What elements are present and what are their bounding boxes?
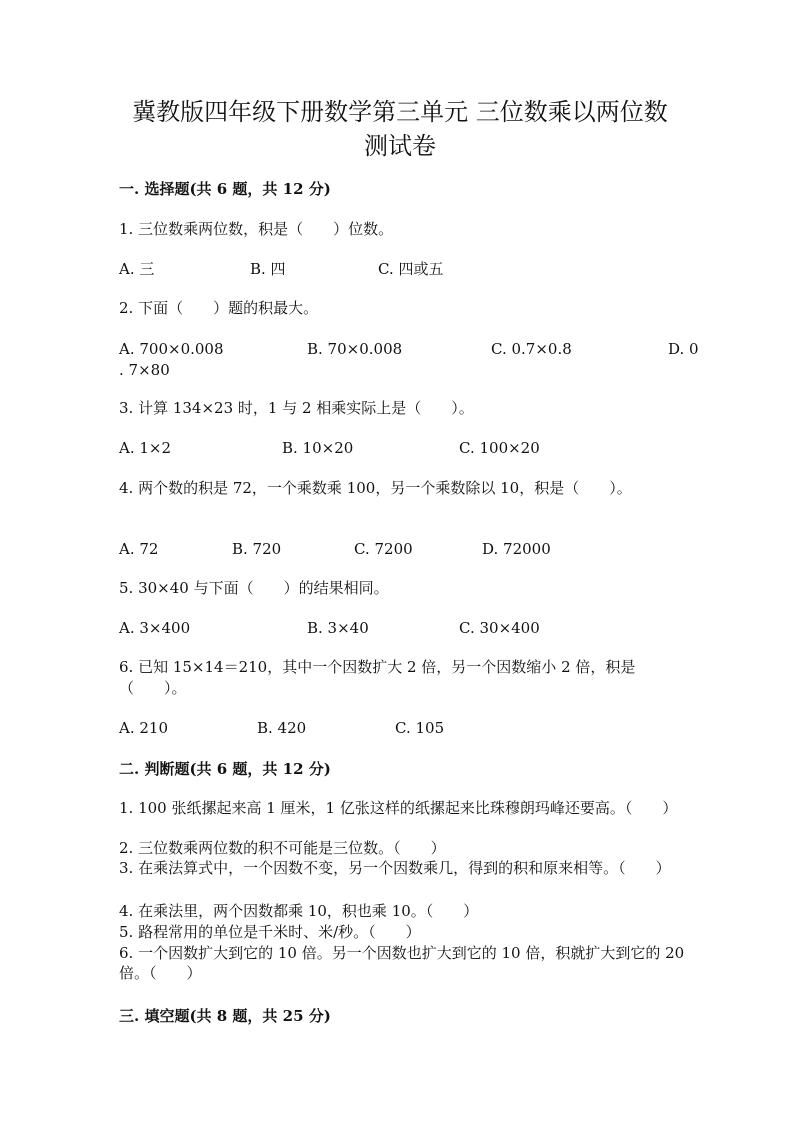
option-a: A. 3×400 xyxy=(119,619,191,637)
question-3: 3. 计算 134×23 时，1 与 2 相乘实际上是（ ）。 xyxy=(119,399,474,417)
judge-item-5: 5. 路程常用的单位是千米时、米/秒。（ ） xyxy=(119,923,421,941)
section-heading-fill: 三. 填空题(共 8 题，共 25 分) xyxy=(119,1007,331,1025)
question-6: 6. 已知 15×14＝210，其中一个因数扩大 2 倍，另一个因数缩小 2 倍，积是（ ）。 xyxy=(119,658,636,697)
title-line-1: 冀教版四年级下册数学第三单元 三位数乘以两位数 xyxy=(132,98,668,126)
question-4-options xyxy=(119,539,699,560)
question-4: 4. 两个数的积是 72，一个乘数乘 100，另一个乘数除以 10，积是（ ）。 xyxy=(119,479,632,497)
question-5-options xyxy=(119,618,699,639)
question-2-options xyxy=(119,339,699,360)
question-1-options xyxy=(119,259,699,280)
judge-item-1: 1. 100 张纸摞起来高 1 厘米，1 亿张这样的纸摞起来比珠穆朗玛峰还要高。（ ） xyxy=(119,799,678,817)
option-c: C. 四或五 xyxy=(378,260,444,278)
option-d: D. 72000 xyxy=(482,540,551,558)
option-b: B. 3×40 xyxy=(307,619,369,637)
section-heading-judge: 二. 判断题(共 6 题，共 12 分) xyxy=(119,760,331,778)
option-a: A. 700×0.008 xyxy=(119,340,224,358)
section-heading-choice: 一. 选择题(共 6 题，共 12 分) xyxy=(119,180,331,198)
question-1: 1. 三位数乘两位数，积是（ ）位数。 xyxy=(119,220,394,238)
question-3-options xyxy=(119,438,699,459)
judge-item-2: 2. 三位数乘两位数的积不可能是三位数。（ ） xyxy=(119,839,446,857)
option-c: C. 105 xyxy=(395,719,445,737)
title-line-2: 测试卷 xyxy=(364,132,436,160)
question-5: 5. 30×40 与下面（ ）的结果相同。 xyxy=(119,579,389,597)
option-c: C. 100×20 xyxy=(459,439,540,457)
question-6-options xyxy=(119,718,699,739)
option-d-wrap: . 7×80 xyxy=(119,361,170,379)
option-c: C. 30×400 xyxy=(459,619,540,637)
question-2: 2. 下面（ ）题的积最大。 xyxy=(119,299,319,317)
option-b: B. 420 xyxy=(257,719,307,737)
option-a: A. 210 xyxy=(119,719,168,737)
option-b: B. 720 xyxy=(232,540,282,558)
option-d: D. 0 xyxy=(668,340,699,358)
judge-item-6: 6. 一个因数扩大到它的 10 倍。另一个因数也扩大到它的 10 倍，积就扩大到它的 20 倍。（ ） xyxy=(119,944,685,982)
page-title xyxy=(80,95,720,163)
option-c: C. 0.7×0.8 xyxy=(491,340,572,358)
option-a: A. 72 xyxy=(119,540,159,558)
option-b: B. 10×20 xyxy=(282,439,354,457)
option-b: B. 四 xyxy=(250,260,286,278)
judge-item-3: 3. 在乘法算式中，一个因数不变，另一个因数乘几，得到的积和原来相等。（ ） xyxy=(119,859,671,877)
option-a: A. 1×2 xyxy=(119,439,172,457)
option-a: A. 三 xyxy=(119,260,155,278)
judge-item-4: 4. 在乘法里，两个因数都乘 10，积也乘 10。（ ） xyxy=(119,902,479,920)
option-b: B. 70×0.008 xyxy=(307,340,403,358)
option-c: C. 7200 xyxy=(354,540,413,558)
